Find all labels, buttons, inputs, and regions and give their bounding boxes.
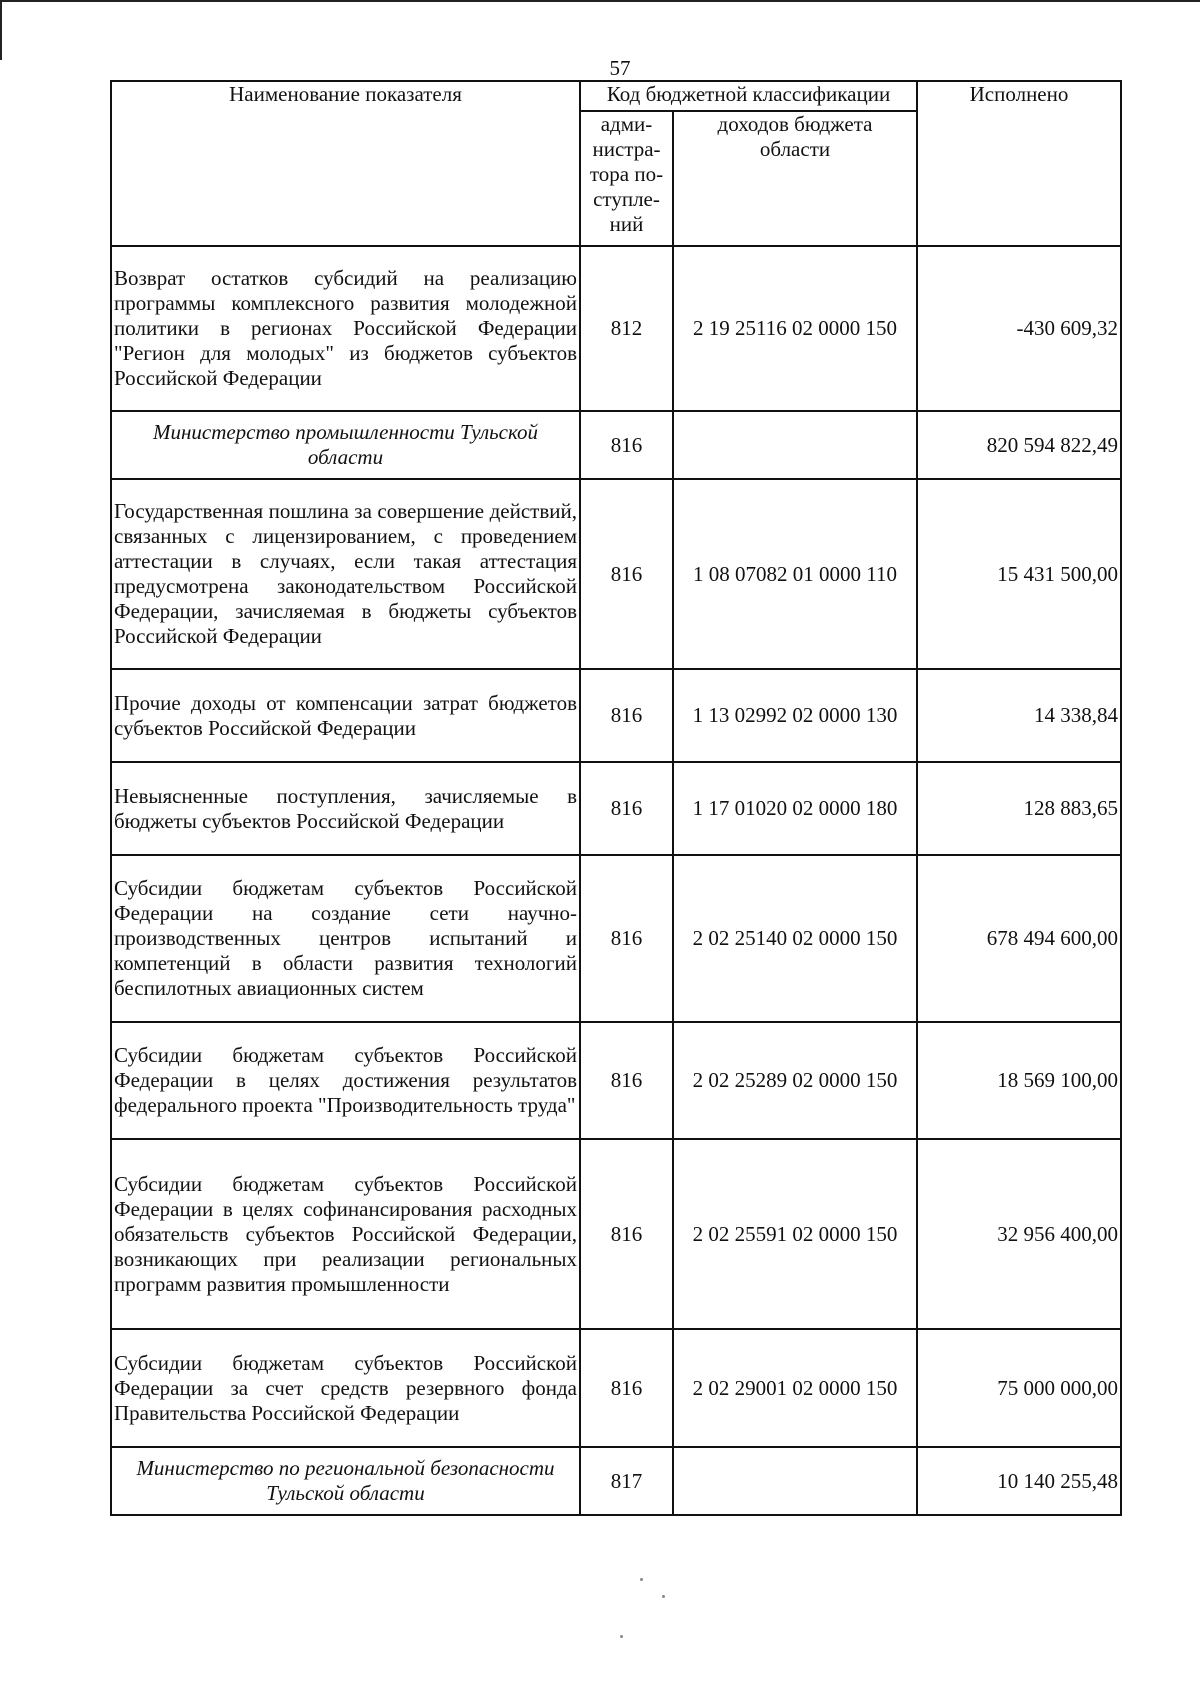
row-admin-code: 816: [580, 1329, 673, 1447]
table-row: [111, 669, 1121, 762]
header-revenue-line: доходов бюджета: [717, 112, 873, 136]
table-row: [111, 1329, 1121, 1447]
header-admin-line: ступле-: [593, 187, 660, 211]
row-name: Субсидии бюджетам субъектов Российской Федерации за счет средств резервного фонда Правительства Российской Федерации: [111, 1329, 580, 1447]
row-executed: 820 594 822,49: [917, 411, 1121, 479]
header-admin-line: ний: [609, 212, 644, 236]
row-name: Министерство по региональной безопасности Тульской области: [111, 1447, 580, 1515]
row-admin-code: 816: [580, 669, 673, 762]
row-executed: 32 956 400,00: [917, 1139, 1121, 1329]
header-executed: Исполнено: [917, 81, 1121, 246]
row-name: Государственная пошлина за совершение действий, связанных с лицензированием, с проведением аттестации в случаях, если такая аттестация предусмотрена законодательством Российской Федерации, зачисляемая в бюджеты субъектов Российской Федерации: [111, 479, 580, 669]
row-revenue-code: [673, 1447, 917, 1515]
row-admin-code: 816: [580, 1139, 673, 1329]
scan-speck: [620, 1635, 623, 1638]
row-admin-code: 812: [580, 246, 673, 411]
table-row: [111, 762, 1121, 855]
table-row: [111, 1139, 1121, 1329]
row-executed: 678 494 600,00: [917, 855, 1121, 1022]
row-revenue-code: 1 08 07082 01 0000 110: [673, 479, 917, 669]
table-row: [111, 246, 1121, 411]
row-revenue-code: 2 02 25591 02 0000 150: [673, 1139, 917, 1329]
scan-speck: [640, 1578, 643, 1581]
scan-edge-left: [0, 0, 2, 60]
table-row: [111, 855, 1121, 1022]
row-executed: -430 609,32: [917, 246, 1121, 411]
row-admin-code: 817: [580, 1447, 673, 1515]
row-executed: 75 000 000,00: [917, 1329, 1121, 1447]
scan-edge-top: [0, 0, 1200, 2]
header-admin: [580, 111, 673, 246]
budget-table: [110, 80, 1122, 1516]
row-executed: 18 569 100,00: [917, 1022, 1121, 1139]
row-revenue-code: [673, 411, 917, 479]
row-revenue-code: 2 19 25116 02 0000 150: [673, 246, 917, 411]
table-row: [111, 1022, 1121, 1139]
row-admin-code: 816: [580, 411, 673, 479]
table-row: [111, 479, 1121, 669]
table-row: [111, 1447, 1121, 1515]
row-admin-code: 816: [580, 855, 673, 1022]
row-name: Возврат остатков субсидий на реализацию программы комплексного развития молодежной политики в регионах Российской Федерации "Регион для молодых" из бюджетов субъектов Российской Федерации: [111, 246, 580, 411]
row-executed: 15 431 500,00: [917, 479, 1121, 669]
header-admin-line: адми-: [600, 112, 653, 136]
table-row: [111, 411, 1121, 479]
page-number: 57: [609, 56, 631, 80]
row-name: Невыясненные поступления, зачисляемые в бюджеты субъектов Российской Федерации: [111, 762, 580, 855]
header-admin-line: тора по-: [589, 162, 664, 186]
row-name: Субсидии бюджетам субъектов Российской Федерации на создание сети научно-производственных центров испытаний и компетенций в области развития технологий беспилотных авиационных систем: [111, 855, 580, 1022]
row-admin-code: 816: [580, 762, 673, 855]
header-revenue: [673, 111, 917, 246]
header-admin-line: нистра-: [592, 137, 661, 161]
row-revenue-code: 2 02 25140 02 0000 150: [673, 855, 917, 1022]
row-admin-code: 816: [580, 1022, 673, 1139]
row-revenue-code: 1 13 02992 02 0000 130: [673, 669, 917, 762]
row-name: Министерство промышленности Тульской области: [111, 411, 580, 479]
header-code-group: Код бюджетной классификации: [580, 81, 917, 111]
row-name: Субсидии бюджетам субъектов Российской Федерации в целях достижения результатов федерального проекта "Производительность труда": [111, 1022, 580, 1139]
row-revenue-code: 2 02 25289 02 0000 150: [673, 1022, 917, 1139]
scan-speck: [662, 1595, 665, 1598]
row-name: Прочие доходы от компенсации затрат бюджетов субъектов Российской Федерации: [111, 669, 580, 762]
row-name: Субсидии бюджетам субъектов Российской Федерации в целях софинансирования расходных обязательств субъектов Российской Федерации, возникающих при реализации региональных программ развития промышленности: [111, 1139, 580, 1329]
row-revenue-code: 1 17 01020 02 0000 180: [673, 762, 917, 855]
row-executed: 128 883,65: [917, 762, 1121, 855]
row-executed: 14 338,84: [917, 669, 1121, 762]
row-executed: 10 140 255,48: [917, 1447, 1121, 1515]
header-revenue-line: области: [759, 137, 831, 161]
row-admin-code: 816: [580, 479, 673, 669]
row-revenue-code: 2 02 29001 02 0000 150: [673, 1329, 917, 1447]
header-name: Наименование показателя: [111, 81, 580, 246]
